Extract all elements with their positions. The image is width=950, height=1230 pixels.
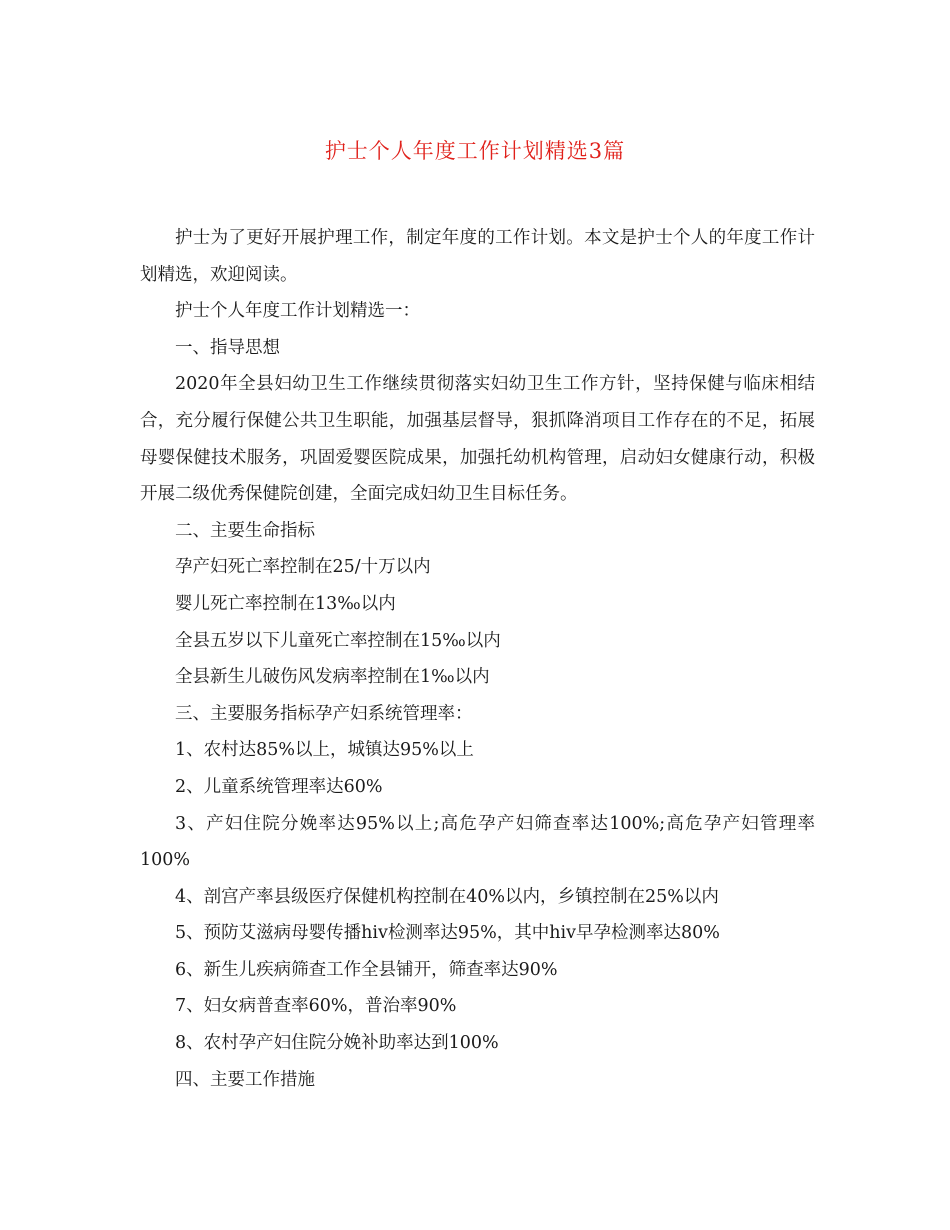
heading-life-indicators: 二、主要生命指标	[175, 520, 315, 541]
indicator-maternal-mortality: 孕产妇死亡率控制在25/十万以内	[175, 557, 431, 578]
service-item-7: 7、妇女病普查率60%，普治率90%	[175, 996, 457, 1017]
service-item-5: 5、预防艾滋病母婴传播hiv检测率达95%，其中hiv早孕检测率达80%	[175, 923, 720, 944]
intro-paragraph: 护士为了更好开展护理工作，制定年度的工作计划。本文是护士个人的年度工作计划精选，欢迎阅读。	[140, 228, 815, 285]
service-item-1: 1、农村达85%以上，城镇达95%以上	[175, 740, 474, 761]
indicator-neonatal-tetanus: 全县新生儿破伤风发病率控制在1‰以内	[175, 667, 490, 688]
service-item-6: 6、新生儿疾病筛查工作全县铺开，筛查率达90%	[175, 959, 558, 980]
heading-guiding-ideology: 一、指导思想	[175, 337, 280, 358]
service-item-4: 4、剖宫产率县级医疗保健机构控制在40%以内，乡镇控制在25%以内	[175, 886, 719, 907]
heading-work-measures: 四、主要工作措施	[175, 1069, 315, 1090]
indicator-infant-mortality: 婴儿死亡率控制在13‰以内	[175, 593, 396, 614]
guiding-ideology-paragraph: 2020年全县妇幼卫生工作继续贯彻落实妇幼卫生工作方针，坚持保健与临床相结合，充分履行保健公共卫生职能，加强基层督导，狠抓降消项目工作存在的不足，拓展母婴保健技术服务，巩固爱婴医院成果，加强托幼机构管理，启动妇女健康行动，积极开展二级优秀保健院创建，全面完成妇幼卫生目标任务。	[140, 374, 815, 505]
indicator-under-five-mortality: 全县五岁以下儿童死亡率控制在15‰以内	[175, 630, 501, 651]
heading-service-indicators: 三、主要服务指标孕产妇系统管理率：	[175, 703, 473, 724]
service-item-3: 3、产妇住院分娩率达95%以上;高危孕产妇筛查率达100%;高危孕产妇管理率100%	[140, 813, 815, 871]
document-title: 护士个人年度工作计划精选3篇	[324, 139, 626, 163]
service-item-8: 8、农村孕产妇住院分娩补助率达到100%	[175, 1033, 499, 1054]
section-plan-heading: 护士个人年度工作计划精选一：	[175, 301, 420, 322]
document-body	[140, 220, 815, 1098]
service-item-2: 2、儿童系统管理率达60%	[175, 776, 383, 797]
